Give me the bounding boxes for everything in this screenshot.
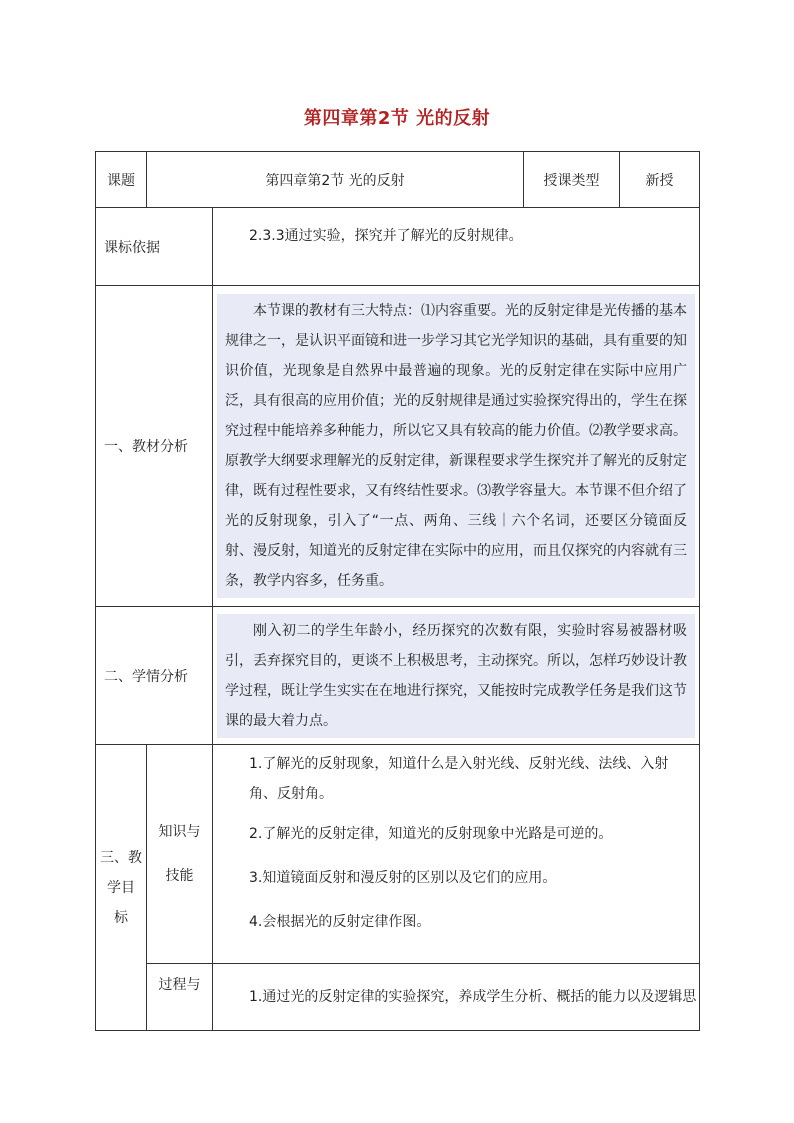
knowledge-goal-item: 3.知道镜面反射和漫反射的区别以及它们的应用。 [249,870,557,886]
knowledge-label-line1: 知识与 [158,824,201,840]
process-label: 过程与 [158,977,201,993]
basis-label-cell [96,208,213,286]
goals-label-line3: 标 [114,909,128,926]
process-goals-cell [213,964,700,1031]
topic-label-cell [96,152,147,208]
basis-row [96,208,700,286]
student-analysis-label: 二、学情分析 [104,668,188,685]
process-goal-row [96,964,700,1031]
knowledge-goal-item: 1.了解光的反射现象，知道什么是入射光线、反射光线、法线、入射角、反射角。 [249,756,669,802]
material-analysis-row [96,286,700,607]
student-analysis-text-cell [213,607,700,745]
type-label: 授课类型 [543,172,600,189]
knowledge-goal-item: 2.了解光的反射定律，知道光的反射现象中光路是可逆的。 [249,826,613,842]
process-label-cell [147,964,213,1031]
basis-label: 课标依据 [104,239,160,256]
goals-label-line1: 三、教 [100,849,142,866]
process-goal-item: 1.通过光的反射定律的实验探究，养成学生分析、概括的能力以及逻辑思 [249,989,697,1005]
knowledge-goals-cell [213,745,700,964]
topic-value: 第四章第2节 光的反射 [265,172,405,189]
knowledge-goal-item: 4.会根据光的反射定律作图。 [249,914,431,930]
goals-label-line2: 学目 [107,879,135,896]
knowledge-label-line2: 技能 [165,868,194,884]
goals-label-cell [96,745,147,1031]
material-analysis-label: 一、教材分析 [104,439,188,455]
student-analysis-row [96,607,700,745]
knowledge-goal-row [96,745,700,964]
material-analysis-text-cell [213,286,700,607]
student-analysis-text: 刚入初二的学生年龄小，经历探究的次数有限，实验时容易被器材吸引，丢弃探究目的，更谈不上积极思考，主动探究。所以，怎样巧妙设计教学过程，既让学生实实在在地进行探究，又能按时完成教学任务是我们这节课的最大着力点。 [217,614,695,738]
topic-label: 课题 [107,172,135,189]
type-label-cell [524,152,620,208]
topic-value-cell [147,152,524,208]
material-analysis-label-cell [96,286,213,607]
basis-text-cell [213,208,700,286]
header-row [96,152,700,208]
student-analysis-label-cell [96,607,213,745]
lesson-plan-table [95,151,700,1031]
type-value: 新授 [645,172,674,189]
material-analysis-text: 本节课的教材有三大特点：⑴内容重要。光的反射定律是光传播的基本规律之一，是认识平面镜和进一步学习其它光学知识的基础，具有重要的知识价值，光现象是自然界中最普遍的现象。光的反射定律在实际中应用广泛，具有很高的应用价值；光的反射规律是通过实验探究得出的，学生在探究过程中能培养多种能力，所以它又具有较高的能力价值。⑵教学要求高。原教学大纲要求理解光的反射定律，新课程要求学生探究并了解光的反射定律，既有过程性要求，又有终结性要求。⑶教学容量大。本节课不但介绍了光的反射现象，引入了“一点、两角、三线｜六个名词，还要区分镜面反射、漫反射，知道光的反射定律在实际中的应用，而且仅探究的内容就有三条，教学内容多，任务重。 [217,294,695,598]
type-value-cell [620,152,700,208]
knowledge-label-cell [147,745,213,964]
basis-text: 2.3.3通过实验，探究并了解光的反射规律。 [249,227,523,244]
page-title: 第四章第2节 光的反射 [303,108,491,129]
